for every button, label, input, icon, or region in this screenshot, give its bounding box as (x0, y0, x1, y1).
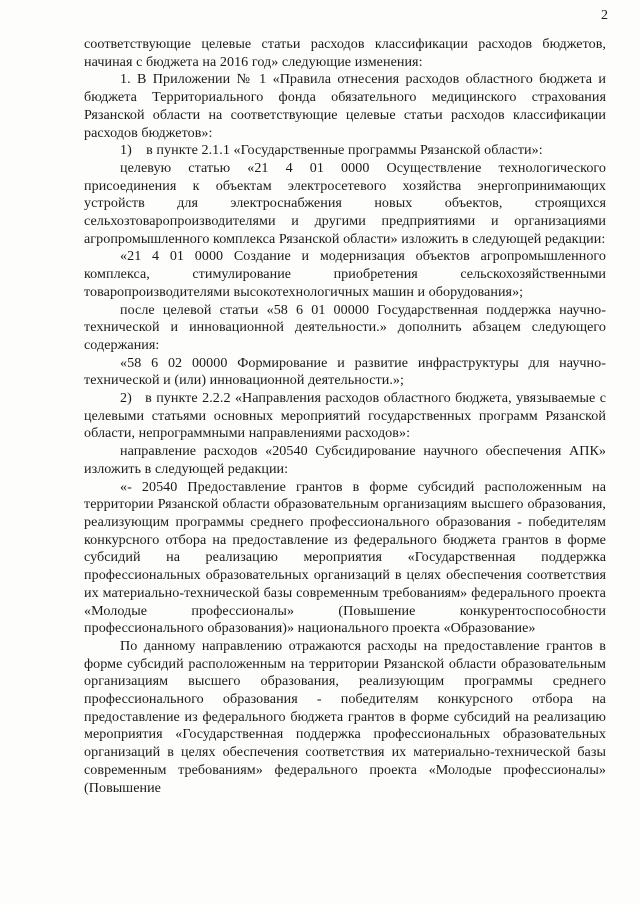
paragraph-intro: соответствующие целевые статьи расходов классификации расходов бюджетов, начиная с бюджета на 2016 год» следующие изменения: (84, 36, 606, 70)
paragraph-after-article-58: после целевой статьи «58 6 01 00000 Государственная поддержка научно-технической и инновационной деятельности.» дополнить абзацем следующего содержания: (84, 301, 606, 353)
document-body (84, 36, 610, 797)
paragraph-new-article-58: «58 6 02 00000 Формирование и развитие инфраструктуры для научно-технической и (или) инновационной деятельности.»; (84, 354, 606, 389)
page-number: 2 (601, 8, 608, 23)
paragraph-new-direction-20540: «- 20540 Предоставление грантов в форме субсидий расположенным на территории Рязанской области образовательным организациям высшего образования, реализующим программы среднего профессионального образования - победителям конкурсного отбора на предоставление из федерального бюджета грантов в форме субсидий на реализацию мероприятия «Государственная поддержка профессиональных образовательных организаций в целях обеспечения соответствия их материально-технической базы современным требованиям» федерального проекта «Молодые профессионалы» (Повышение конкурентоспособности профессионального образования)» национального проекта «Образование» (84, 478, 606, 637)
paragraph-subitem-1: 1) в пункте 2.1.1 «Государственные программы Рязанской области»: (120, 142, 543, 159)
paragraph-target-article: целевую статью «21 4 01 0000 Осуществление технологического присоединения к объектам электросетевого хозяйства энергопринимающих устройств для электроснабжения новых объектов, строящихся сельхозтоваропроизводителями и другими предприятиями и организациями агропромышленного комплекса Рязанской области» изложить в следующей редакции: (84, 159, 606, 247)
paragraph-item-1: 1. В Приложении № 1 «Правила отнесения расходов областного бюджета и бюджета Территориального фонда обязательного медицинского страхования Рязанской области на соответствующие целевые статьи расходов классификации расходов бюджетов»: (84, 71, 606, 141)
paragraph-direction-description: По данному направлению отражаются расходы на предоставление грантов в форме субсидий расположенным на территории Рязанской области образовательным организациям высшего образования, реализующим программы среднего профессионального образования - победителям конкурсного отбора на предоставление из федерального бюджета грантов в форме субсидий на реализацию мероприятия «Государственная поддержка профессиональных образовательных организаций в целях обеспечения соответствия их материально-технической базы современным требованиям» федерального проекта «Молодые профессионалы» (Повышение (84, 637, 606, 796)
paragraph-subitem-2: 2) в пункте 2.2.2 «Направления расходов областного бюджета, увязываемые с целевыми статьями основных мероприятий государственных программ Рязанской области, непрограммными направлениями расходов»: (84, 390, 610, 442)
paragraph-new-article-21: «21 4 01 0000 Создание и модернизация объектов агропромышленного комплекса, стимулирование приобретения сельскохозяйственными товаропроизводителями высокотехнологичных машин и оборудования»; (84, 248, 606, 300)
paragraph-expense-direction: направление расходов «20540 Субсидирование научного обеспечения АПК» изложить в следующей редакции: (84, 443, 606, 477)
